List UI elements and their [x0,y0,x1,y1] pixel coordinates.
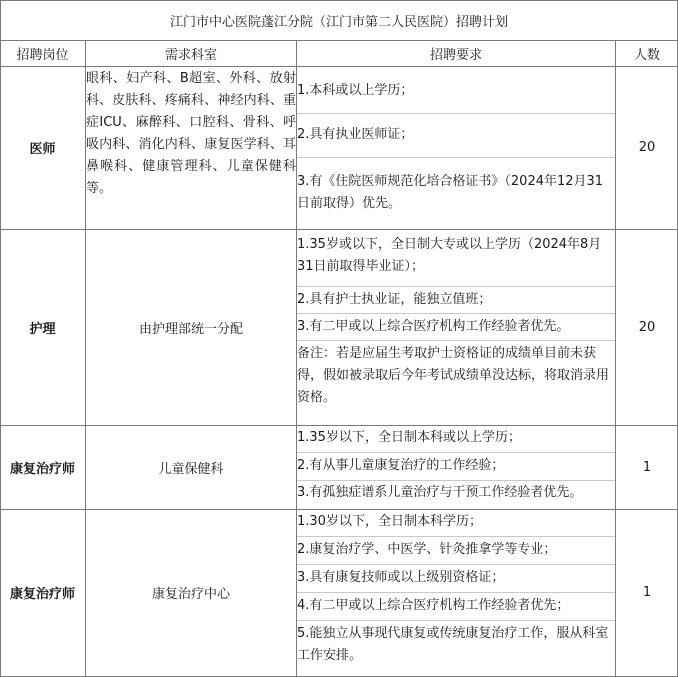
requirement-item: 3.有二甲或以上综合医疗机构工作经验者优先。 [297,319,570,334]
header-count: 人数 [633,47,660,63]
row-position: 康复治疗师 [9,461,75,477]
requirement-item: 2.有从事儿童康复治疗的工作经验； [297,458,505,473]
table-border [85,40,86,677]
req-separator [297,564,615,565]
requirement-item: 3.有《住院医师规范化培合格证书》（2024年12月31日前取得）优先。 [297,174,604,211]
req-separator [297,340,615,341]
requirement-item: 5.能独立从事现代康复或传统康复治疗工作，服从科室工作安排。 [297,626,609,663]
table-border [0,40,678,41]
row-department: 儿童保健科 [158,461,224,477]
row-department: 眼科、妇产科、B超室、外科、放射科、皮肤科、疼痛科、神经内科、重症ICU、麻醉科、口腔科、骨科、呼吸内科、消化内科、康复医学科、耳鼻喉科、健康管理科、儿童保健科等。 [86,71,296,196]
requirement-item: 2.具有护士执业证，能独立值班； [297,292,492,307]
req-separator [297,620,615,621]
req-separator [297,480,615,481]
row-count: 1 [642,459,652,475]
req-separator [297,113,615,114]
table-border [296,40,297,677]
table-border [0,66,678,67]
row-position: 护理 [29,321,56,337]
requirement-item: 2.康复治疗学、中医学、针灸推拿学等专业； [297,542,557,557]
req-separator [297,536,615,537]
req-separator [297,592,615,593]
row-count: 20 [638,319,656,335]
table-border [0,509,678,510]
requirement-item: 3.具有康复技师或以上级别资格证； [297,570,505,585]
row-count: 20 [638,140,656,155]
row-department: 由护理部统一分配 [138,321,243,337]
requirement-item: 1.本科或以上学历； [297,83,414,98]
requirement-item: 3.有孤独症谱系儿童治疗与干预工作经验者优先。 [297,485,583,500]
table-title: 江门市中心医院蓬江分院（江门市第二人民医院）招聘计划 [169,14,508,30]
table-border [0,425,678,426]
header-position: 招聘岗位 [16,47,69,63]
requirement-item: 1.30岁以下，全日制本科学历； [297,514,482,529]
req-separator [297,157,615,158]
row-position: 康复治疗师 [9,587,75,602]
row-department: 康复治疗中心 [151,587,230,602]
requirement-item: 2.具有执业医师证； [297,127,414,142]
table-border [0,0,678,1]
req-separator [297,452,615,453]
table-border [0,0,1,677]
req-separator [297,286,615,287]
header-department: 需求科室 [164,47,217,63]
requirement-note: 备注：若是应届生考取护士资格证的成绩单目前未获得，假如被录取后今年考试成绩单没达标，将取消录用资格。 [297,346,610,405]
req-separator [297,313,615,314]
header-requirements: 招聘要求 [429,47,482,63]
row-count: 1 [642,585,652,600]
requirement-item: 4.有二甲或以上综合医疗机构工作经验者优先； [297,598,570,613]
row-position: 医师 [29,142,56,157]
table-border [0,229,678,230]
requirement-item: 1.35岁以下，全日制本科或以上学历； [297,430,521,445]
table-border [615,40,616,677]
requirement-item: 1.35岁或以下，全日制大专或以上学历（2024年8月31日前取得毕业证）； [297,237,602,274]
